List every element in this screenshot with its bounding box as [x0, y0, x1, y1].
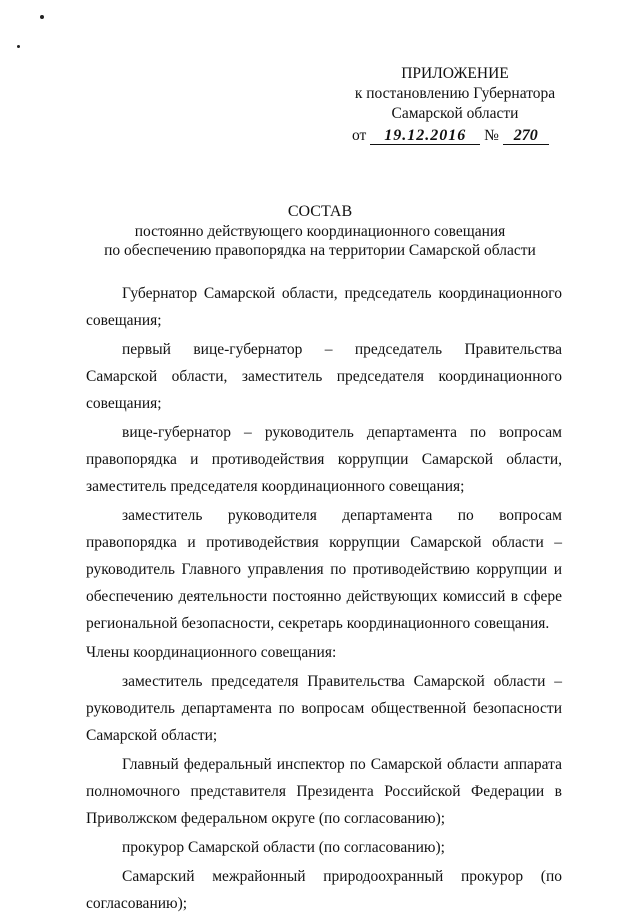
appendix-date-line	[340, 126, 570, 146]
handwritten-number: 270	[503, 128, 549, 145]
scan-speck	[40, 15, 44, 19]
member-item: заместитель председателя Правительства Самарской области – руководитель департамента по вопросам общественной безопасности Самарской области;	[86, 673, 562, 744]
document-subtitle	[100, 222, 540, 260]
appendix-block	[340, 64, 570, 146]
member-item: Главный федеральный инспектор по Самарской области аппарата полномочного представителя Президента Российской Федерации в Приволжском федеральном округе (по согласованию);	[86, 756, 562, 827]
appendix-line-1: к постановлению Губернатора	[354, 85, 556, 102]
appendix-line-2: Самарской области	[391, 105, 519, 122]
member-item: Самарский межрайонный природоохранный прокурор (по согласованию);	[86, 868, 562, 912]
paragraph-first-vice-governor: первый вице-губернатор – председатель Правительства Самарской области, заместитель председателя координационного совещания;	[86, 341, 562, 412]
paragraph-vice-governor: вице-губернатор – руководитель департамента по вопросам правопорядка и противодействия коррупции Самарской области, заместитель председателя координационного совещания;	[86, 424, 562, 495]
date-prefix: от	[352, 127, 367, 144]
document-body	[86, 280, 562, 919]
member-item: прокурор Самарской области (по согласованию);	[122, 839, 445, 856]
appendix-title: ПРИЛОЖЕНИЕ	[401, 65, 509, 82]
paragraph-chairman: Губернатор Самарской области, председатель координационного совещания;	[86, 285, 562, 329]
document-title: СОСТАВ	[287, 203, 353, 220]
members-heading: Члены координационного совещания:	[86, 644, 337, 661]
scan-speck	[17, 45, 20, 48]
number-prefix: №	[484, 127, 499, 144]
paragraph-secretary: заместитель руководителя департамента по вопросам правопорядка и противодействия коррупции Самарской области – руководитель Главного управления по противодействию коррупции и обеспечению деятельности постоянно действующих комиссий в сфере региональной безопасности, секретарь координационного совещания.	[86, 507, 562, 632]
subtitle-line-2: по обеспечению правопорядка на территории Самарской области	[104, 242, 536, 259]
handwritten-date: 19.12.2016	[370, 128, 480, 145]
subtitle-line-1: постоянно действующего координационного совещания	[134, 223, 506, 240]
